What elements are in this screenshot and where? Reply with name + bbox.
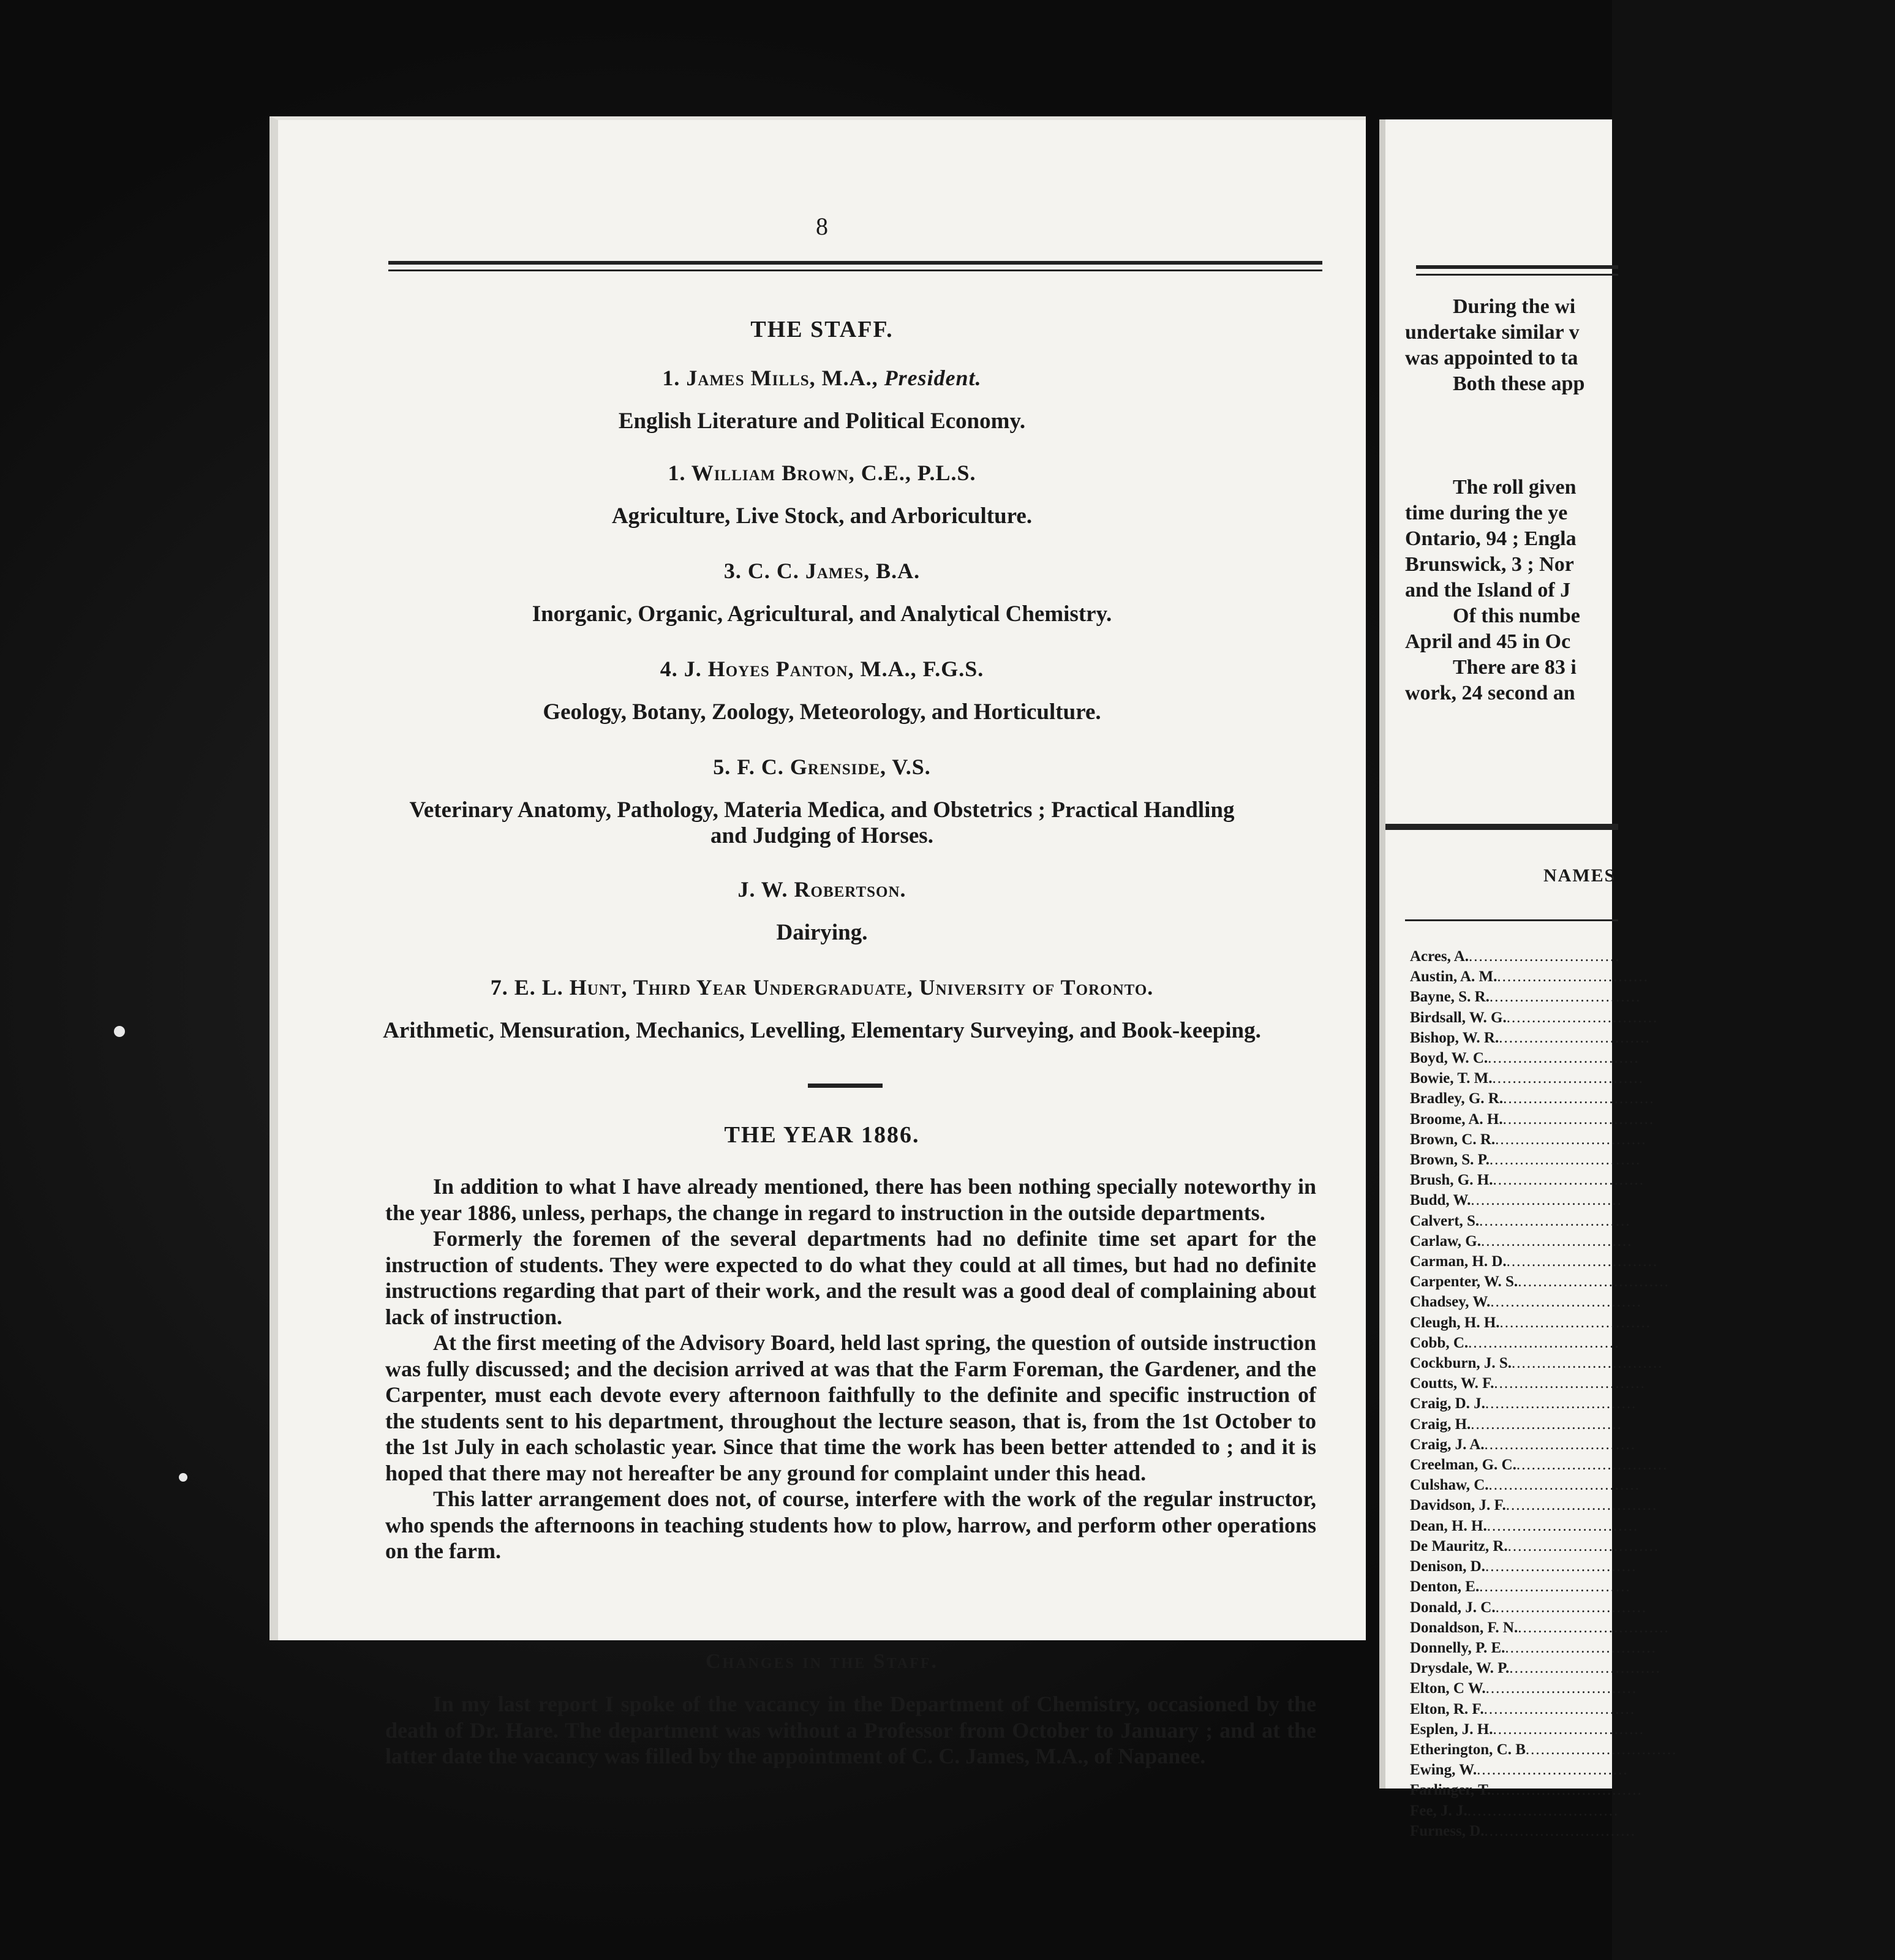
paragraph: In my last report I spoke of the vacancy in the Department of Chemistry, occasioned by the death of Dr. Hare. The department was without a Professor from October to January ; and at the latter date the vacancy was filled by the appointment of C. C. James, M.A., of Napanee. — [385, 1692, 1316, 1768]
student-name-row — [1410, 1068, 1677, 1088]
names-column-heading: NAMES — [1543, 865, 1616, 886]
student-name-row — [1410, 1373, 1677, 1393]
scan-speck — [114, 1026, 125, 1037]
leader-dots: .............................. — [1505, 1639, 1657, 1656]
student-name-row — [1410, 1495, 1677, 1515]
student-name-row — [1410, 1170, 1677, 1190]
paragraph: This latter arrangement does not, of course, interfere with the work of the regular instructor, who spends the afternoons in teaching students how to plow, harrow, and perform other operations on the farm. — [385, 1487, 1316, 1563]
staff-member-subject: and Judging of Horses. — [710, 823, 933, 848]
staff-member-name: 5. F. C. Grenside, V.S. — [713, 755, 931, 779]
student-name: Brown, S. P. — [1410, 1152, 1490, 1169]
student-name: Austin, A. M. — [1410, 968, 1498, 986]
student-name-row — [1410, 1211, 1677, 1231]
student-name-row — [1410, 1597, 1677, 1618]
scan-speck — [179, 1473, 187, 1482]
changes-body — [385, 1691, 1316, 1770]
student-name: Bradley, G. R. — [1410, 1090, 1504, 1107]
student-name-row — [1410, 1292, 1677, 1312]
student-name: Brush, G. H. — [1410, 1172, 1493, 1189]
student-name-row — [1410, 1740, 1677, 1760]
student-name-row — [1410, 987, 1677, 1007]
text-line: There are 83 i — [1453, 656, 1577, 679]
student-name: Coutts, W. F. — [1410, 1375, 1494, 1392]
student-name: Birdsall, W. G. — [1410, 1009, 1507, 1026]
student-name: Elton, R. F. — [1410, 1700, 1484, 1717]
leader-dots: .............................. — [1499, 1314, 1652, 1331]
student-name-row — [1410, 1475, 1677, 1495]
leader-dots: .............................. — [1503, 1090, 1655, 1107]
table-header-rule — [1405, 919, 1618, 921]
leader-dots: .............................. — [1494, 1375, 1646, 1392]
leader-dots: .............................. — [1485, 1680, 1638, 1697]
leader-dots: .............................. — [1512, 1355, 1663, 1372]
leader-dots: .............................. — [1518, 1273, 1670, 1291]
leader-dots: .............................. — [1480, 1232, 1633, 1250]
student-name-row — [1410, 1393, 1677, 1414]
leader-dots: .............................. — [1489, 1152, 1641, 1169]
text-line: work, 24 second an — [1405, 682, 1575, 704]
leader-dots: .............................. — [1477, 1762, 1629, 1779]
leader-dots: .............................. — [1491, 1782, 1643, 1799]
student-name: Craig, D. J. — [1410, 1395, 1485, 1412]
staff-member-name: 4. J. Hoyes Panton, M.A., F.G.S. — [660, 657, 984, 681]
student-name-row — [1410, 1678, 1677, 1698]
leader-dots: .............................. — [1497, 968, 1649, 986]
student-name: Donaldson, F. N. — [1410, 1619, 1518, 1636]
leader-dots: .............................. — [1484, 1436, 1637, 1453]
student-name: Ewing, W. — [1410, 1762, 1477, 1779]
text-line: time during the ye — [1405, 502, 1568, 524]
student-name: Davidson, J. F. — [1410, 1497, 1506, 1514]
section-divider — [808, 1084, 883, 1088]
student-name: Elton, C W. — [1410, 1680, 1486, 1697]
leader-dots: .............................. — [1471, 1192, 1622, 1209]
student-name-row — [1410, 1251, 1677, 1272]
student-name-row — [1410, 1088, 1677, 1109]
header-rule — [388, 261, 1322, 265]
student-name: Creelman, G. C. — [1410, 1457, 1516, 1474]
year-heading: THE YEAR 1886. — [724, 1122, 920, 1148]
text-line: and the Island of J — [1405, 579, 1571, 601]
student-name-row — [1410, 1109, 1677, 1129]
leader-dots: .............................. — [1502, 1110, 1655, 1128]
student-name-row — [1410, 1556, 1677, 1577]
staff-member-name: 1. William Brown, C.E., P.L.S. — [668, 461, 976, 485]
student-name: Budd, W. — [1410, 1192, 1471, 1209]
year-body — [385, 1174, 1316, 1564]
staff-member-subject: Veterinary Anatomy, Pathology, Materia Medica, and Obstetrics ; Practical Handling — [409, 797, 1235, 823]
leader-dots: .............................. — [1518, 1619, 1670, 1636]
leader-dots: .............................. — [1471, 1415, 1622, 1433]
student-name: Furness, D. — [1410, 1822, 1485, 1839]
student-name: Donnelly, P. E. — [1410, 1639, 1505, 1656]
leader-dots: .............................. — [1483, 1700, 1636, 1717]
text-line: During the wi — [1453, 295, 1576, 318]
student-name: Donald, J. C. — [1410, 1599, 1496, 1616]
leader-dots: .............................. — [1484, 1822, 1637, 1839]
leader-dots: .............................. — [1490, 1294, 1642, 1311]
paragraph: At the first meeting of the Advisory Board, held last spring, the question of outside instruction was fully discussed; and the decision arrived at was that the Farm Foreman, the Gardener, and the Carpenter, must each devote every afternoon faithfully to the definite and specific instruction of the students sent to his department, throughout the lecture season, that is, from the 1st October to the 1st July in each scholastic year. Since that time the work has been better attended to ; and it is hoped that there may not hereafter be any ground for complaint under this head. — [385, 1330, 1316, 1485]
student-name-row — [1410, 967, 1677, 987]
leader-dots: .............................. — [1493, 1721, 1644, 1738]
page-number: 8 — [816, 213, 828, 240]
student-name-row — [1410, 1028, 1677, 1048]
text-line: April and 45 in Oc — [1405, 630, 1571, 653]
staff-member-name: J. W. Robertson. — [737, 877, 906, 902]
student-name-row — [1410, 1455, 1677, 1475]
leader-dots: .............................. — [1488, 1477, 1641, 1494]
student-name: Cobb, C. — [1410, 1334, 1469, 1351]
table-top-rule — [1385, 824, 1618, 830]
leader-dots: .............................. — [1468, 1334, 1620, 1351]
student-name: Denison, D. — [1410, 1558, 1485, 1575]
leader-dots: .............................. — [1479, 1578, 1631, 1596]
student-name: Craig, J. A. — [1410, 1436, 1485, 1453]
leader-dots: .............................. — [1492, 1070, 1644, 1087]
staff-member-subject: Inorganic, Organic, Agricultural, and Analytical Chemistry. — [532, 601, 1112, 627]
staff-heading: THE STAFF. — [750, 317, 894, 342]
student-name: Brown, C. R. — [1410, 1131, 1496, 1148]
left-page — [269, 116, 1366, 1768]
staff-member-subject: Geology, Botany, Zoology, Meteorology, and Horticulture. — [543, 699, 1101, 725]
staff-member-subject: English Literature and Political Economy. — [618, 409, 1026, 434]
student-name-row — [1410, 1821, 1677, 1841]
text-line: Both these app — [1453, 372, 1585, 395]
student-name: Fee, J. J. — [1410, 1802, 1467, 1819]
leader-dots: .............................. — [1467, 1802, 1619, 1819]
student-name-row — [1410, 1048, 1677, 1068]
student-name-row — [1410, 1434, 1677, 1455]
leader-dots: .............................. — [1506, 1009, 1659, 1026]
student-name: Bowie, T. M. — [1410, 1070, 1493, 1087]
text-line: was appointed to ta — [1405, 347, 1578, 369]
leader-dots: .............................. — [1488, 1050, 1640, 1067]
leader-dots: .............................. — [1509, 1660, 1661, 1677]
student-name-row — [1410, 1618, 1677, 1638]
leader-dots: .............................. — [1506, 1253, 1659, 1270]
student-names-list — [1410, 946, 1677, 1841]
leader-dots: .............................. — [1469, 948, 1621, 965]
student-name: Bishop, W. R. — [1410, 1029, 1499, 1046]
student-name-row — [1410, 1536, 1677, 1556]
leader-dots: .............................. — [1525, 1741, 1678, 1758]
staff-member-name: 7. E. L. Hunt, Third Year Undergraduate, University of Toronto. — [490, 975, 1154, 1000]
leader-dots: .............................. — [1486, 1517, 1639, 1534]
leader-dots: .............................. — [1505, 1497, 1658, 1514]
student-name: Cockburn, J. S. — [1410, 1355, 1512, 1372]
student-name-row — [1410, 1190, 1677, 1210]
student-name: Drysdale, W. P. — [1410, 1660, 1510, 1677]
student-name: Broome, A. H. — [1410, 1110, 1503, 1128]
student-name: De Mauritz, R. — [1410, 1537, 1508, 1555]
leader-dots: .............................. — [1499, 1029, 1651, 1046]
student-name: Culshaw, C. — [1410, 1477, 1489, 1494]
text-line: Of this numbe — [1453, 605, 1580, 627]
student-name: Cleugh, H. H. — [1410, 1314, 1500, 1331]
student-name-row — [1410, 1760, 1677, 1780]
student-name: Chadsey, W. — [1410, 1294, 1491, 1311]
paragraph: In addition to what I have already mentioned, there has been nothing specially noteworthy in the year 1886, unless, perhaps, the change in regard to instruction in the outside departments. — [385, 1174, 1316, 1225]
student-name: Bayne, S. R. — [1410, 989, 1490, 1006]
staff-member-subject: Agriculture, Live Stock, and Arboriculture. — [611, 503, 1033, 529]
leader-dots: .............................. — [1495, 1599, 1648, 1616]
student-name: Farlinger, T. — [1410, 1782, 1491, 1799]
student-name-row — [1410, 1008, 1677, 1028]
student-name: Esplen, J. H. — [1410, 1721, 1493, 1738]
staff-member-name: 3. C. C. James, B.A. — [723, 559, 921, 583]
student-name: Carlaw, G. — [1410, 1232, 1481, 1250]
student-name: Etherington, C. B — [1410, 1741, 1526, 1758]
text-line: Brunswick, 3 ; Nor — [1405, 553, 1574, 576]
right-page-fragment — [1379, 119, 1678, 1839]
student-name-row — [1410, 1638, 1677, 1658]
leader-dots: .............................. — [1507, 1537, 1660, 1555]
leader-dots: .............................. — [1489, 989, 1641, 1006]
student-name-row — [1410, 1516, 1677, 1536]
student-name-row — [1410, 1272, 1677, 1292]
student-name-row — [1410, 1699, 1677, 1719]
leader-dots: .............................. — [1479, 1212, 1631, 1229]
paragraph: Formerly the foremen of the several departments had no definite time set apart for the instruction of students. They were expected to do what they could at all times, but had no definite instructions regarding that part of their work, and the result was a good deal of complaining about lack of instruction. — [385, 1226, 1316, 1329]
text-line: undertake similar v — [1405, 321, 1580, 344]
leader-dots: .............................. — [1485, 1395, 1637, 1412]
right-text-block — [1405, 294, 1895, 397]
student-name: Denton, E. — [1410, 1578, 1480, 1596]
leader-dots: .............................. — [1495, 1131, 1647, 1148]
leader-dots: .............................. — [1493, 1172, 1644, 1189]
student-name: Boyd, W. C. — [1410, 1050, 1488, 1067]
staff-member-name: 1. James Mills, M.A., President. — [662, 366, 982, 390]
student-name: Craig, H. — [1410, 1415, 1471, 1433]
staff-member-subject: Arithmetic, Mensuration, Mechanics, Levelling, Elementary Surveying, and Book-keeping. — [383, 1018, 1261, 1043]
changes-heading: Changes in the Staff. — [705, 1650, 939, 1673]
student-name-row — [1410, 1333, 1677, 1353]
staff-member-subject: Dairying. — [776, 920, 868, 945]
student-name: Calvert, S. — [1410, 1212, 1480, 1229]
text-line: The roll given — [1453, 476, 1577, 499]
text-line: Ontario, 94 ; Engla — [1405, 527, 1577, 550]
student-name-row — [1410, 1353, 1677, 1373]
student-name-row — [1410, 1414, 1677, 1434]
student-name-row — [1410, 1577, 1677, 1597]
header-rule — [1416, 265, 1618, 269]
student-name: Dean, H. H. — [1410, 1517, 1487, 1534]
student-name-row — [1410, 1150, 1677, 1170]
student-name-row — [1410, 1658, 1677, 1678]
student-name: Carpenter, W. S. — [1410, 1273, 1518, 1291]
leader-dots: .............................. — [1516, 1457, 1668, 1474]
student-name: Acres, A. — [1410, 948, 1469, 965]
leader-dots: .............................. — [1485, 1558, 1637, 1575]
student-name-row — [1410, 946, 1677, 967]
right-text-block — [1405, 475, 1895, 706]
student-name-row — [1410, 1780, 1677, 1800]
student-name-row — [1410, 1313, 1677, 1333]
student-name-row — [1410, 1801, 1677, 1821]
student-name-row — [1410, 1719, 1677, 1740]
student-name-row — [1410, 1129, 1677, 1150]
student-name: Carman, H. D. — [1410, 1253, 1507, 1270]
student-name-row — [1410, 1231, 1677, 1251]
